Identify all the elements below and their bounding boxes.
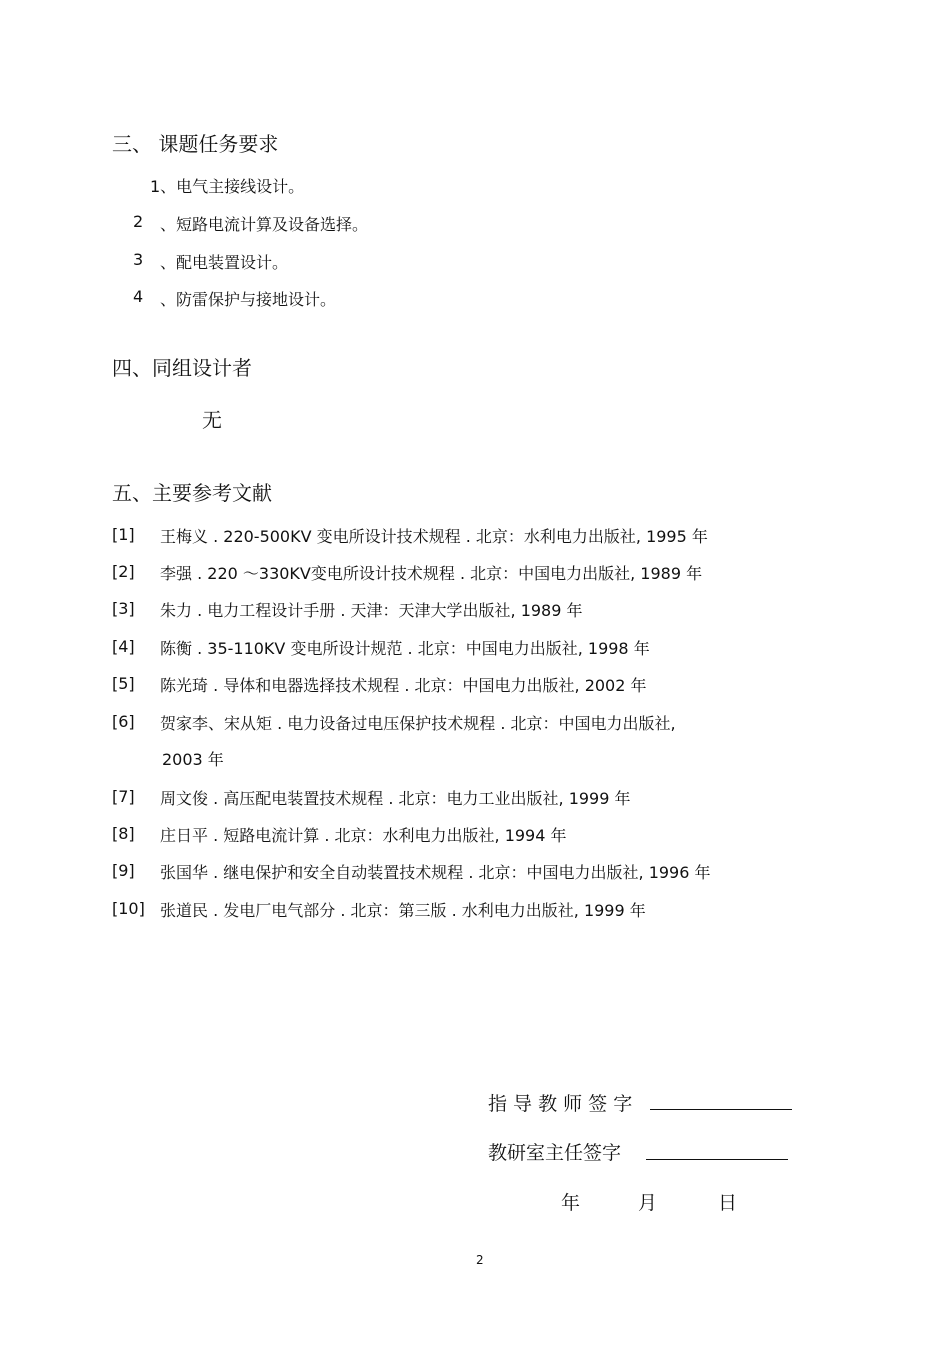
date-year-label: 年	[561, 1192, 581, 1214]
section3-title: 三、 课题任务要求	[112, 132, 279, 156]
reference-text: 李强 . 220 ～330KV变电所设计技术规程 . 北京：中国电力出版社, 1989 年	[160, 564, 703, 583]
co-designer-value: 无	[202, 408, 222, 432]
reference-text: 张国华 . 继电保护和安全自动装置技术规程 . 北京：中国电力出版社, 1996 年	[160, 863, 711, 882]
reference-text: 朱力 . 电力工程设计手册 . 天津：天津大学出版社, 1989 年	[160, 601, 583, 620]
page-number: 2	[476, 1253, 484, 1267]
reference-text: 周文俊 . 高压配电装置技术规程 . 北京：电力工业出版社, 1999 年	[160, 789, 631, 808]
reference-number: [7]	[112, 787, 135, 806]
director-signature-line[interactable]	[646, 1159, 788, 1160]
reference-number: [2]	[112, 562, 135, 581]
task-item-3-num: 3	[133, 250, 144, 269]
reference-number: [1]	[112, 525, 135, 544]
task-item-4: 、防雷保护与接地设计。	[160, 290, 337, 309]
reference-number: [6]	[112, 712, 135, 731]
task-item-2-num: 2	[133, 212, 144, 231]
reference-number: [4]	[112, 637, 135, 656]
reference-number: [9]	[112, 861, 135, 880]
reference-text: 王梅义 . 220-500KV 变电所设计技术规程 . 北京：水利电力出版社, 1995 年	[160, 527, 708, 546]
advisor-signature-label: 指 导 教 师 签 字	[488, 1093, 633, 1115]
task-item-2: 、短路电流计算及设备选择。	[160, 215, 369, 234]
reference-text: 陈衡 . 35-110KV 变电所设计规范 . 北京：中国电力出版社, 1998 年	[160, 639, 650, 658]
reference-text: 2003 年	[162, 750, 224, 769]
reference-number: [5]	[112, 674, 135, 693]
reference-number: [10]	[112, 899, 145, 918]
advisor-signature-line[interactable]	[650, 1109, 792, 1110]
reference-text: 庄日平 . 短路电流计算 . 北京：水利电力出版社, 1994 年	[160, 826, 567, 845]
reference-text: 张道民 . 发电厂电气部分 . 北京：第三版 . 水利电力出版社, 1999 年	[160, 901, 646, 920]
date-month-label: 月	[638, 1192, 658, 1214]
reference-number: [8]	[112, 824, 135, 843]
director-signature-label: 教研室主任签字	[488, 1142, 622, 1164]
task-item-3: 、配电装置设计。	[160, 253, 289, 272]
date-day-label: 日	[718, 1192, 738, 1214]
section5-title: 五、主要参考文献	[112, 481, 272, 505]
task-item-4-num: 4	[133, 287, 144, 306]
reference-text: 贺家李、宋从矩 . 电力设备过电压保护技术规程 . 北京：中国电力出版社,	[160, 714, 676, 733]
section4-title: 四、同组设计者	[112, 356, 252, 380]
task-item-1: 1、电气主接线设计。	[150, 177, 305, 196]
reference-text: 陈光琦 . 导体和电器选择技术规程 . 北京：中国电力出版社, 2002 年	[160, 676, 647, 695]
reference-number: [3]	[112, 599, 135, 618]
